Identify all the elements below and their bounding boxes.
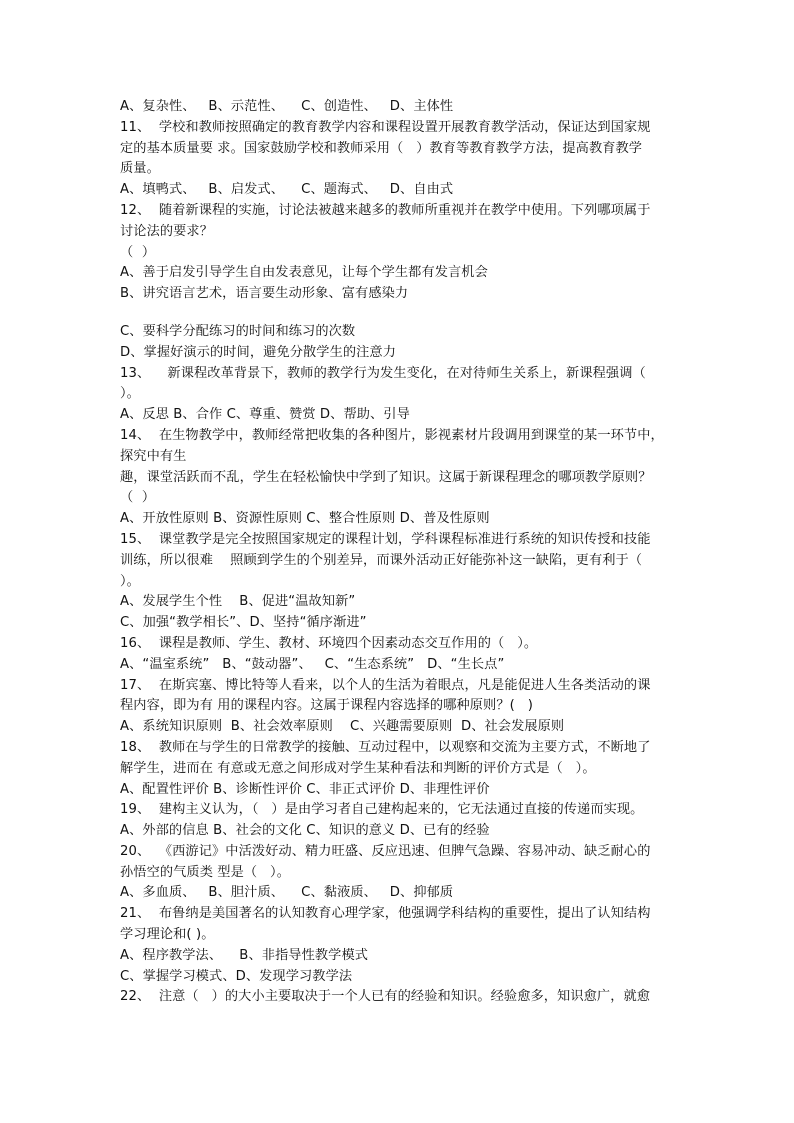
option-line: D、掌握好演示的时间，避免分散学生的注意力: [120, 344, 397, 360]
question-21: 21、 布鲁纳是美国著名的认知教育心理学家，他强调学科结构的重要性，提出了认知结构: [120, 906, 651, 922]
question-text-line: 讨论法的要求？: [120, 223, 214, 239]
answer-blank: （ ）: [120, 490, 156, 506]
question-20: 20、 《西游记》中活泼好动、精力旺盛、反应迅速、但脾气急躁、容易冲动、缺乏耐心的: [120, 843, 651, 859]
question-text-line: 解学生，进而在 有意或无意之间形成对学生某种看法和判断的评价方式是（ ）。: [120, 760, 596, 776]
question-text-line: 探究中有生: [120, 448, 187, 464]
option-line: A、多血质、 B、胆汁质、 C、黏液质、 D、抑郁质: [120, 885, 454, 901]
option-line: A、程序教学法、 B、非指导性教学模式: [120, 947, 369, 963]
option-line: A、开放性原则 B、资源性原则 C、整合性原则 D、普及性原则: [120, 511, 490, 527]
question-15: 15、 课堂教学是完全按照国家规定的课程计划，学科课程标准进行系统的知识传授和技能: [120, 531, 651, 547]
question-text-line: 质量。: [120, 161, 160, 177]
question-text-line: ）。: [120, 573, 140, 589]
answer-blank: （ ）: [120, 244, 156, 260]
option-line: A、系统知识原则 B、社会效率原则 C、兴趣需要原则 D、社会发展原则: [120, 719, 565, 735]
question-text-line: 程内容，即为有 用的课程内容。这属于课程内容选择的哪种原则？( ): [120, 698, 533, 714]
question-16: 16、 课程是教师、学生、教材、环境四个因素动态交互作用的（ ）。: [120, 635, 538, 651]
option-line: A、填鸭式、 B、启发式、 C、题海式、 D、自由式: [120, 182, 454, 198]
option-line: A、外部的信息 B、社会的文化 C、知识的意义 D、已有的经验: [120, 823, 490, 839]
question-18: 18、 教师在与学生的日常教学的接触、互动过程中，以观察和交流为主要方式，不断地了: [120, 739, 651, 755]
option-line: C、掌握学习模式、D、发现学习教学法: [120, 968, 353, 984]
question-14: 14、 在生物教学中，教师经常把收集的各种图片，影视素材片段调用到课堂的某一环节中，: [120, 427, 664, 443]
option-line: A、反思 B、合作 C、尊重、赞赏 D、帮助、引导: [120, 407, 410, 423]
option-line: A、“温室系统” B、“鼓动器”、 C、“生态系统” D、“生长点”: [120, 656, 505, 672]
question-text-line: 趣，课堂活跃而不乱，学生在轻松愉快中学到了知识。这属于新课程理念的哪项教学原则？: [120, 469, 652, 485]
question-text-line: ）。: [120, 386, 140, 402]
option-line: A、复杂性、 B、示范性、 C、创造性、 D、主体性: [120, 99, 454, 114]
question-12: 12、 随着新课程的实施，讨论法被越来越多的教师所重视并在教学中使用。下列哪项属于: [120, 202, 651, 218]
option-line: B、讲究语言艺术，语言要生动形象、富有感染力: [120, 286, 409, 302]
option-line: A、配置性评价 B、诊断性评价 C、非正式评价 D、非理性评价: [120, 781, 490, 797]
option-line: C、加强“教学相长”、D、坚持“循序渐进”: [120, 615, 367, 631]
document-body: [120, 97, 680, 1008]
question-19: 19、 建构主义认为，（ ）是由学习者自己建构起来的，它无法通过直接的传递而实现。: [120, 802, 644, 818]
question-text-line: 训练，所以很难 照顾到学生的个别差异，而课外活动正好能弥补这一缺陷，更有利于（: [120, 552, 643, 568]
option-line: C、要科学分配练习的时间和练习的次数: [120, 323, 356, 339]
option-line: A、发展学生个性 B、促进“温故知新”: [120, 594, 356, 610]
question-17: 17、 在斯宾塞、博比特等人看来，以个人的生活为着眼点，凡是能促进人生各类活动的课: [120, 677, 651, 693]
question-text-line: 孙悟空的气质类 型是（ ）。: [120, 864, 291, 880]
blank-line: [120, 305, 680, 322]
question-11: 11、 学校和教师按照确定的教育教学内容和课程设置开展教育教学活动，保证达到国家规: [120, 119, 651, 135]
option-line: A、善于启发引导学生自由发表意见，让每个学生都有发言机会: [120, 265, 488, 281]
question-text-line: 学习理论和( )。: [120, 927, 215, 943]
question-13: 13、 新课程改革背景下，教师的教学行为发生变化，在对待师生关系上，新课程强调（: [120, 365, 646, 381]
question-22: 22、 注意（ ）的大小主要取决于一个人已有的经验和知识。经验愈多，知识愈广，就愈: [120, 989, 651, 1005]
question-text-line: 定的基本质量要 求。国家鼓励学校和教师采用（ ）教育等教育教学方法，提高教育教学: [120, 140, 643, 156]
